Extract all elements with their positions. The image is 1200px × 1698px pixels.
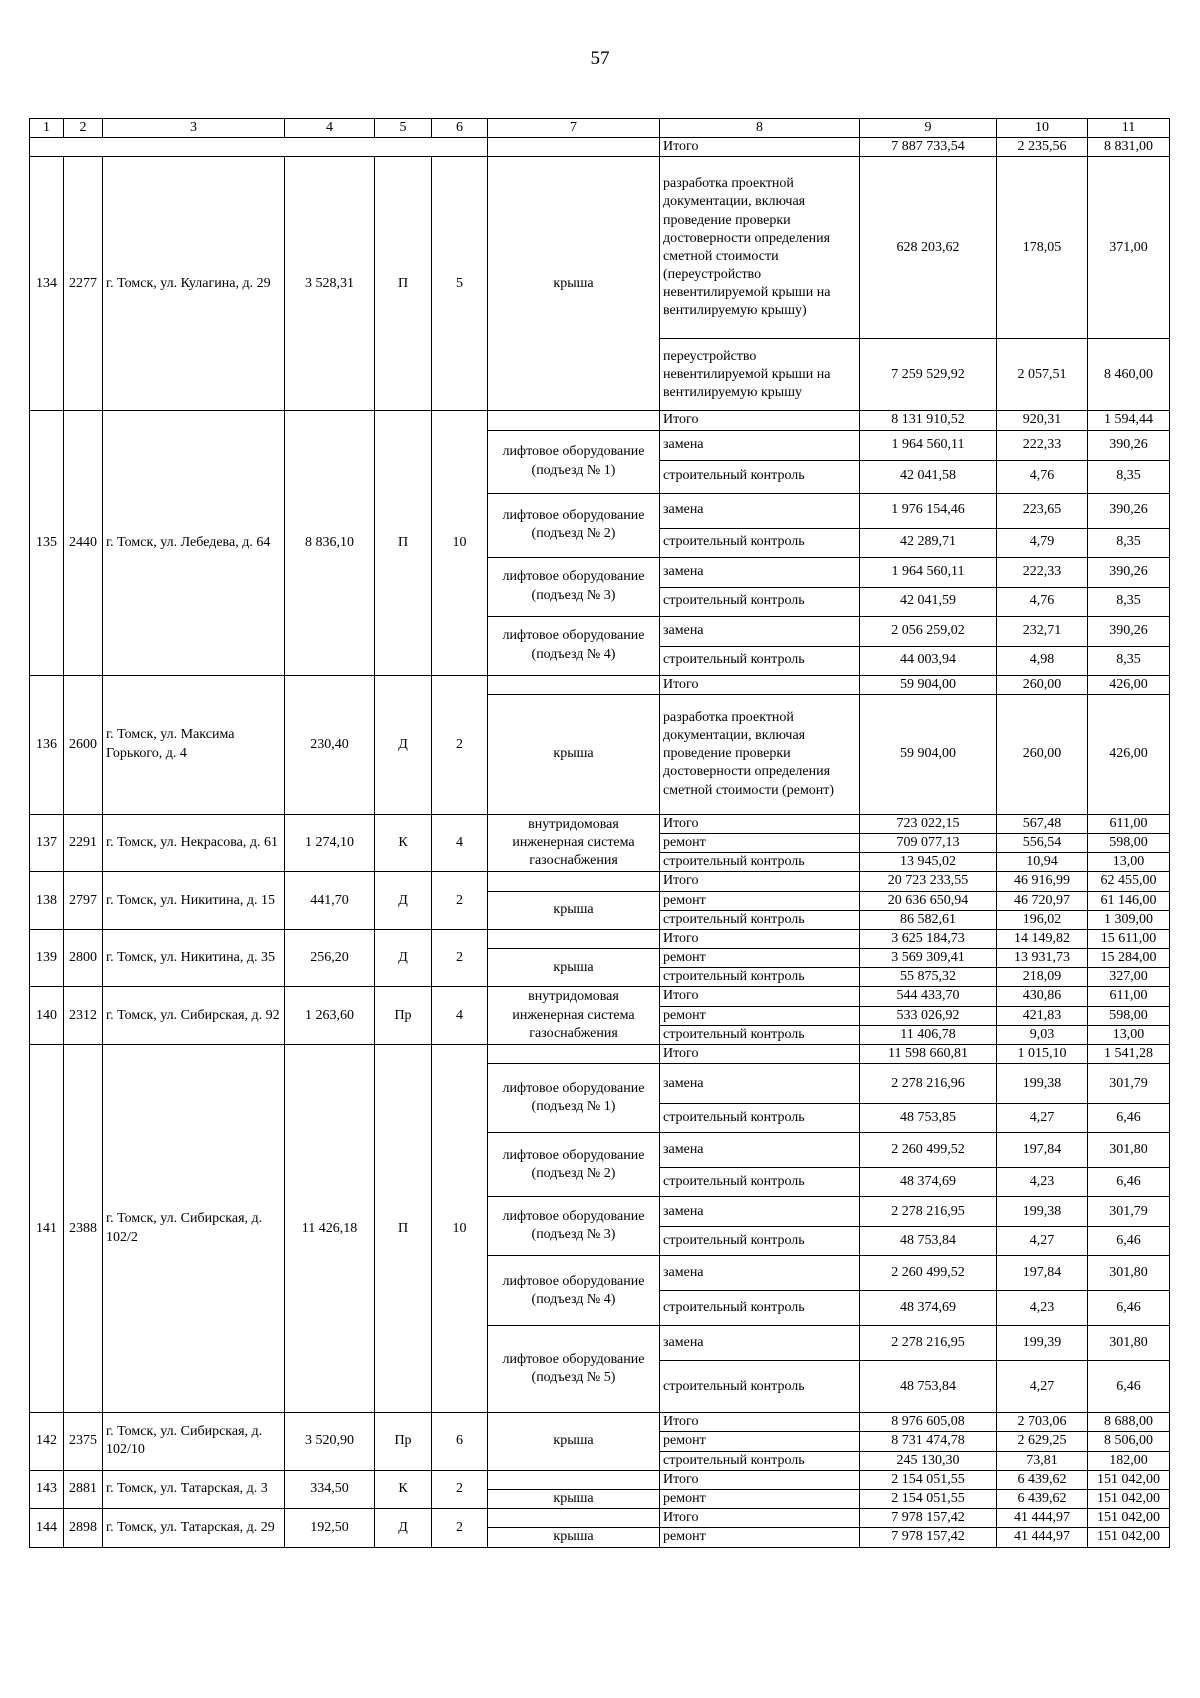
cost-per-sqm: 199,39 — [997, 1326, 1088, 1361]
wall-material: К — [375, 1470, 432, 1508]
column-number-header-row — [30, 119, 1170, 138]
cost-limit: 15 284,00 — [1088, 949, 1170, 968]
house-code: 2277 — [64, 157, 103, 411]
col-header: 8 — [660, 119, 860, 138]
floor-count: 2 — [432, 1509, 488, 1547]
work-description: разработка проектной документации, включая проведение проверки достоверности определения сметной стоимости (ремонт) — [660, 694, 860, 814]
cost-per-sqm: 178,05 — [997, 157, 1088, 339]
structural-element: лифтовое оборудование (подъезд № 3) — [488, 557, 660, 616]
wall-material: Д — [375, 675, 432, 814]
cost-per-sqm: 199,38 — [997, 1197, 1088, 1227]
cost-total: 59 904,00 — [860, 675, 997, 694]
wall-material: Пр — [375, 1413, 432, 1471]
cost-per-sqm: 196,02 — [997, 910, 1088, 929]
structural-element — [488, 675, 660, 694]
cost-limit: 61 146,00 — [1088, 891, 1170, 910]
cost-per-sqm: 46 720,97 — [997, 891, 1088, 910]
row-number: 134 — [30, 157, 64, 411]
work-description: строительный контроль — [660, 1451, 860, 1470]
cost-limit: 6,46 — [1088, 1227, 1170, 1256]
table-row — [30, 1413, 1170, 1432]
cost-total: 2 154 051,55 — [860, 1470, 997, 1489]
house-code: 2800 — [64, 929, 103, 987]
structural-element: крыша — [488, 1489, 660, 1508]
cost-total: 7 259 529,92 — [860, 339, 997, 411]
cost-total: 2 154 051,55 — [860, 1489, 997, 1508]
cost-limit: 6,46 — [1088, 1361, 1170, 1413]
work-description: замена — [660, 557, 860, 587]
house-address: г. Томск, ул. Лебедева, д. 64 — [103, 411, 285, 675]
work-description: переустройство невентилируемой крыши на вентилируемую крышу — [660, 339, 860, 411]
cost-total: 709 077,13 — [860, 833, 997, 852]
work-description: строительный контроль — [660, 1025, 860, 1044]
structural-element — [488, 1509, 660, 1528]
work-description: разработка проектной документации, включая проведение проверки достоверности определения сметной стоимости (переустройство невентилируемой крыши на вентилируемую крышу) — [660, 157, 860, 339]
cost-per-sqm: 197,84 — [997, 1133, 1088, 1168]
cost-limit: 1 594,44 — [1088, 411, 1170, 430]
work-description: строительный контроль — [660, 853, 860, 872]
cost-limit: 611,00 — [1088, 814, 1170, 833]
cost-limit: 598,00 — [1088, 1006, 1170, 1025]
work-description: ремонт — [660, 1489, 860, 1508]
work-description: строительный контроль — [660, 646, 860, 675]
cost-per-sqm: 9,03 — [997, 1025, 1088, 1044]
work-description: Итого — [660, 1509, 860, 1528]
cost-total: 42 289,71 — [860, 528, 997, 557]
house-area: 334,50 — [285, 1470, 375, 1508]
cost-total: 245 130,30 — [860, 1451, 997, 1470]
house-area: 8 836,10 — [285, 411, 375, 675]
cost-total: 44 003,94 — [860, 646, 997, 675]
cost-per-sqm: 4,98 — [997, 646, 1088, 675]
cost-per-sqm: 4,23 — [997, 1168, 1088, 1197]
cost-limit: 301,80 — [1088, 1256, 1170, 1291]
cost-limit: 8 688,00 — [1088, 1413, 1170, 1432]
cost-limit: 151 042,00 — [1088, 1489, 1170, 1508]
cost-limit: 6,46 — [1088, 1104, 1170, 1133]
house-code: 2797 — [64, 872, 103, 930]
wall-material: Д — [375, 1509, 432, 1547]
cost-per-sqm: 6 439,62 — [997, 1489, 1088, 1508]
structural-element — [488, 411, 660, 430]
cost-limit: 15 611,00 — [1088, 929, 1170, 948]
work-description: строительный контроль — [660, 968, 860, 987]
cost-per-sqm: 2 629,25 — [997, 1432, 1088, 1451]
cost-total: 42 041,58 — [860, 460, 997, 493]
house-area: 1 274,10 — [285, 814, 375, 872]
table-body — [30, 138, 1170, 1547]
row-number: 138 — [30, 872, 64, 930]
cost-limit: 151 042,00 — [1088, 1528, 1170, 1547]
col-header: 5 — [375, 119, 432, 138]
structural-element: лифтовое оборудование (подъезд № 4) — [488, 1256, 660, 1326]
work-description: Итого — [660, 929, 860, 948]
cost-total: 59 904,00 — [860, 694, 997, 814]
cost-per-sqm: 567,48 — [997, 814, 1088, 833]
cost-limit: 6,46 — [1088, 1168, 1170, 1197]
work-description: замена — [660, 616, 860, 646]
cost-per-sqm: 222,33 — [997, 557, 1088, 587]
table-row — [30, 675, 1170, 694]
work-description: ремонт — [660, 1006, 860, 1025]
col-header: 4 — [285, 119, 375, 138]
house-address: г. Томск, ул. Сибирская, д. 102/2 — [103, 1045, 285, 1413]
cost-total: 7 978 157,42 — [860, 1509, 997, 1528]
cost-total: 1 976 154,46 — [860, 493, 997, 528]
cost-total: 11 598 660,81 — [860, 1045, 997, 1064]
cost-total: 48 753,84 — [860, 1361, 997, 1413]
row-number: 137 — [30, 814, 64, 872]
cost-limit: 426,00 — [1088, 694, 1170, 814]
work-description: строительный контроль — [660, 1104, 860, 1133]
structural-element: лифтовое оборудование (подъезд № 1) — [488, 430, 660, 493]
table-row — [30, 814, 1170, 833]
structural-element: крыша — [488, 1413, 660, 1471]
work-description: ремонт — [660, 833, 860, 852]
table-row — [30, 411, 1170, 430]
work-description: строительный контроль — [660, 1361, 860, 1413]
cost-limit: 390,26 — [1088, 493, 1170, 528]
cost-total: 2 278 216,96 — [860, 1064, 997, 1104]
cost-limit: 151 042,00 — [1088, 1470, 1170, 1489]
house-code: 2312 — [64, 987, 103, 1045]
structural-element: лифтовое оборудование (подъезд № 4) — [488, 616, 660, 675]
house-area: 1 263,60 — [285, 987, 375, 1045]
cost-per-sqm: 920,31 — [997, 411, 1088, 430]
row-number: 136 — [30, 675, 64, 814]
cost-per-sqm: 4,76 — [997, 460, 1088, 493]
work-description: замена — [660, 1256, 860, 1291]
cost-total: 2 278 216,95 — [860, 1197, 997, 1227]
floor-count: 4 — [432, 814, 488, 872]
cost-per-sqm: 13 931,73 — [997, 949, 1088, 968]
cost-total: 8 976 605,08 — [860, 1413, 997, 1432]
structural-element — [488, 929, 660, 948]
house-code: 2600 — [64, 675, 103, 814]
floor-count: 2 — [432, 1470, 488, 1508]
cost-per-sqm: 1 015,10 — [997, 1045, 1088, 1064]
cost-total: 48 753,84 — [860, 1227, 997, 1256]
floor-count: 4 — [432, 987, 488, 1045]
work-description: Итого — [660, 1045, 860, 1064]
work-description: замена — [660, 430, 860, 460]
col-header: 9 — [860, 119, 997, 138]
wall-material: К — [375, 814, 432, 872]
structural-element: лифтовое оборудование (подъезд № 2) — [488, 493, 660, 557]
structural-element: лифтовое оборудование (подъезд № 2) — [488, 1133, 660, 1197]
work-description: замена — [660, 493, 860, 528]
table-row — [30, 1470, 1170, 1489]
cost-total: 7 978 157,42 — [860, 1528, 997, 1547]
cost-per-sqm: 2 057,51 — [997, 339, 1088, 411]
house-code: 2881 — [64, 1470, 103, 1508]
page-number: 57 — [590, 48, 610, 69]
structural-element: лифтовое оборудование (подъезд № 3) — [488, 1197, 660, 1256]
cost-total: 42 041,59 — [860, 587, 997, 616]
wall-material: П — [375, 157, 432, 411]
cost-total: 1 964 560,11 — [860, 557, 997, 587]
house-address: г. Томск, ул. Сибирская, д. 102/10 — [103, 1413, 285, 1471]
floor-count: 2 — [432, 872, 488, 930]
structural-element — [488, 1470, 660, 1489]
cost-total: 2 260 499,52 — [860, 1256, 997, 1291]
house-address: г. Томск, ул. Татарская, д. 3 — [103, 1470, 285, 1508]
wall-material: П — [375, 411, 432, 675]
cost-per-sqm: 556,54 — [997, 833, 1088, 852]
structural-element: крыша — [488, 949, 660, 987]
cost-limit: 598,00 — [1088, 833, 1170, 852]
cost-total: 13 945,02 — [860, 853, 997, 872]
work-description: замена — [660, 1197, 860, 1227]
cost-limit: 8,35 — [1088, 460, 1170, 493]
cost-limit: 390,26 — [1088, 430, 1170, 460]
cost-per-sqm: 232,71 — [997, 616, 1088, 646]
cost-limit: 62 455,00 — [1088, 872, 1170, 891]
structural-element: внутридомовая инженерная система газоснабжения — [488, 987, 660, 1045]
cost-per-sqm: 260,00 — [997, 694, 1088, 814]
row-number: 144 — [30, 1509, 64, 1547]
cost-per-sqm: 10,94 — [997, 853, 1088, 872]
col-header: 1 — [30, 119, 64, 138]
work-description: строительный контроль — [660, 910, 860, 929]
table-row — [30, 987, 1170, 1006]
cost-limit: 8,35 — [1088, 646, 1170, 675]
work-description: ремонт — [660, 1432, 860, 1451]
cost-per-sqm: 2 703,06 — [997, 1413, 1088, 1432]
cost-limit: 301,80 — [1088, 1326, 1170, 1361]
cost-per-sqm: 6 439,62 — [997, 1470, 1088, 1489]
work-description: замена — [660, 1326, 860, 1361]
cost-per-sqm: 4,23 — [997, 1291, 1088, 1326]
cost-total: 8 731 474,78 — [860, 1432, 997, 1451]
work-description: ремонт — [660, 891, 860, 910]
structural-element: внутридомовая инженерная система газоснабжения — [488, 814, 660, 872]
house-address: г. Томск, ул. Сибирская, д. 92 — [103, 987, 285, 1045]
wall-material: П — [375, 1045, 432, 1413]
cost-per-sqm: 197,84 — [997, 1256, 1088, 1291]
house-area: 192,50 — [285, 1509, 375, 1547]
cost-limit: 13,00 — [1088, 1025, 1170, 1044]
cost-per-sqm: 46 916,99 — [997, 872, 1088, 891]
cost-total: 11 406,78 — [860, 1025, 997, 1044]
structural-element: крыша — [488, 891, 660, 929]
row-number: 135 — [30, 411, 64, 675]
cost-total: 8 131 910,52 — [860, 411, 997, 430]
row-number: 143 — [30, 1470, 64, 1508]
cost-total: 48 374,69 — [860, 1168, 997, 1197]
cost-per-sqm: 430,86 — [997, 987, 1088, 1006]
table-row — [30, 872, 1170, 891]
cost-per-sqm: 4,27 — [997, 1227, 1088, 1256]
cost-per-sqm: 260,00 — [997, 675, 1088, 694]
floor-count: 5 — [432, 157, 488, 411]
cost-total: 86 582,61 — [860, 910, 997, 929]
repair-program-table — [29, 118, 1170, 1548]
cost-per-sqm: 4,79 — [997, 528, 1088, 557]
cost-per-sqm: 4,27 — [997, 1104, 1088, 1133]
cost-per-sqm: 4,27 — [997, 1361, 1088, 1413]
structural-element — [488, 1045, 660, 1064]
floor-count: 10 — [432, 1045, 488, 1413]
cost-limit: 182,00 — [1088, 1451, 1170, 1470]
house-address: г. Томск, ул. Максима Горького, д. 4 — [103, 675, 285, 814]
work-description: ремонт — [660, 949, 860, 968]
wall-material: Д — [375, 929, 432, 987]
cost-total: 628 203,62 — [860, 157, 997, 339]
work-description: ремонт — [660, 1528, 860, 1547]
house-address: г. Томск, ул. Никитина, д. 15 — [103, 872, 285, 930]
table-row — [30, 1045, 1170, 1064]
cost-total: 544 433,70 — [860, 987, 997, 1006]
floor-count: 2 — [432, 929, 488, 987]
work-description: Итого — [660, 1470, 860, 1489]
table-row — [30, 157, 1170, 339]
work-description: строительный контроль — [660, 528, 860, 557]
cost-limit: 301,79 — [1088, 1064, 1170, 1104]
work-description: строительный контроль — [660, 460, 860, 493]
col-header: 11 — [1088, 119, 1170, 138]
cost-limit: 8,35 — [1088, 528, 1170, 557]
floor-count: 2 — [432, 675, 488, 814]
work-description: Итого — [660, 1413, 860, 1432]
house-code: 2375 — [64, 1413, 103, 1471]
table-row — [30, 1509, 1170, 1528]
cost-total: 533 026,92 — [860, 1006, 997, 1025]
cost-per-sqm: 4,76 — [997, 587, 1088, 616]
work-description: Итого — [660, 872, 860, 891]
cost-total: 2 278 216,95 — [860, 1326, 997, 1361]
row-number: 139 — [30, 929, 64, 987]
cost-limit: 390,26 — [1088, 616, 1170, 646]
empty-cell — [488, 138, 660, 157]
wall-material: Д — [375, 872, 432, 930]
house-area: 3 520,90 — [285, 1413, 375, 1471]
col-header: 3 — [103, 119, 285, 138]
house-area: 441,70 — [285, 872, 375, 930]
cost-per-sqm: 14 149,82 — [997, 929, 1088, 948]
work-description: Итого — [660, 675, 860, 694]
cost-per-sqm: 223,65 — [997, 493, 1088, 528]
cost-per-sqm: 218,09 — [997, 968, 1088, 987]
cost-limit: 8 831,00 — [1088, 138, 1170, 157]
work-description: замена — [660, 1064, 860, 1104]
row-number: 141 — [30, 1045, 64, 1413]
cost-per-sqm: 41 444,97 — [997, 1509, 1088, 1528]
cost-limit: 151 042,00 — [1088, 1509, 1170, 1528]
work-description: строительный контроль — [660, 1291, 860, 1326]
cost-total: 723 022,15 — [860, 814, 997, 833]
cost-total: 2 260 499,52 — [860, 1133, 997, 1168]
work-description: Итого — [660, 987, 860, 1006]
house-address: г. Томск, ул. Татарская, д. 29 — [103, 1509, 285, 1547]
cost-total: 1 964 560,11 — [860, 430, 997, 460]
house-code: 2388 — [64, 1045, 103, 1413]
cost-total: 7 887 733,54 — [860, 138, 997, 157]
work-description: Итого — [660, 814, 860, 833]
house-address: г. Томск, ул. Кулагина, д. 29 — [103, 157, 285, 411]
structural-element: крыша — [488, 694, 660, 814]
cost-limit: 301,79 — [1088, 1197, 1170, 1227]
work-description: Итого — [660, 411, 860, 430]
cost-total: 2 056 259,02 — [860, 616, 997, 646]
house-code: 2291 — [64, 814, 103, 872]
structural-element — [488, 872, 660, 891]
table-row — [30, 138, 1170, 157]
house-code: 2440 — [64, 411, 103, 675]
col-header: 2 — [64, 119, 103, 138]
work-description: Итого — [660, 138, 860, 157]
cost-total: 48 374,69 — [860, 1291, 997, 1326]
table-row — [30, 929, 1170, 948]
cost-total: 20 636 650,94 — [860, 891, 997, 910]
cost-limit: 301,80 — [1088, 1133, 1170, 1168]
cost-limit: 1 541,28 — [1088, 1045, 1170, 1064]
cost-limit: 8,35 — [1088, 587, 1170, 616]
house-address: г. Томск, ул. Никитина, д. 35 — [103, 929, 285, 987]
floor-count: 10 — [432, 411, 488, 675]
row-number: 142 — [30, 1413, 64, 1471]
house-area: 256,20 — [285, 929, 375, 987]
work-description: строительный контроль — [660, 1227, 860, 1256]
cost-limit: 6,46 — [1088, 1291, 1170, 1326]
row-number: 140 — [30, 987, 64, 1045]
cost-limit: 327,00 — [1088, 968, 1170, 987]
wall-material: Пр — [375, 987, 432, 1045]
cost-total: 3 569 309,41 — [860, 949, 997, 968]
floor-count: 6 — [432, 1413, 488, 1471]
col-header: 10 — [997, 119, 1088, 138]
house-area: 11 426,18 — [285, 1045, 375, 1413]
cost-total: 20 723 233,55 — [860, 872, 997, 891]
cost-per-sqm: 222,33 — [997, 430, 1088, 460]
cost-total: 3 625 184,73 — [860, 929, 997, 948]
cost-per-sqm: 199,38 — [997, 1064, 1088, 1104]
col-header: 7 — [488, 119, 660, 138]
work-description: строительный контроль — [660, 587, 860, 616]
cost-limit: 8 460,00 — [1088, 339, 1170, 411]
house-area: 230,40 — [285, 675, 375, 814]
cost-total: 55 875,32 — [860, 968, 997, 987]
col-header: 6 — [432, 119, 488, 138]
structural-element: лифтовое оборудование (подъезд № 1) — [488, 1064, 660, 1133]
empty-cell — [30, 138, 488, 157]
cost-limit: 371,00 — [1088, 157, 1170, 339]
cost-per-sqm: 41 444,97 — [997, 1528, 1088, 1547]
cost-limit: 426,00 — [1088, 675, 1170, 694]
cost-limit: 390,26 — [1088, 557, 1170, 587]
house-address: г. Томск, ул. Некрасова, д. 61 — [103, 814, 285, 872]
structural-element: крыша — [488, 1528, 660, 1547]
cost-limit: 8 506,00 — [1088, 1432, 1170, 1451]
cost-limit: 611,00 — [1088, 987, 1170, 1006]
cost-limit: 1 309,00 — [1088, 910, 1170, 929]
structural-element: лифтовое оборудование (подъезд № 5) — [488, 1326, 660, 1413]
cost-limit: 13,00 — [1088, 853, 1170, 872]
cost-per-sqm: 73,81 — [997, 1451, 1088, 1470]
cost-total: 48 753,85 — [860, 1104, 997, 1133]
cost-per-sqm: 421,83 — [997, 1006, 1088, 1025]
cost-per-sqm: 2 235,56 — [997, 138, 1088, 157]
work-description: замена — [660, 1133, 860, 1168]
work-description: строительный контроль — [660, 1168, 860, 1197]
house-area: 3 528,31 — [285, 157, 375, 411]
structural-element: крыша — [488, 157, 660, 411]
house-code: 2898 — [64, 1509, 103, 1547]
